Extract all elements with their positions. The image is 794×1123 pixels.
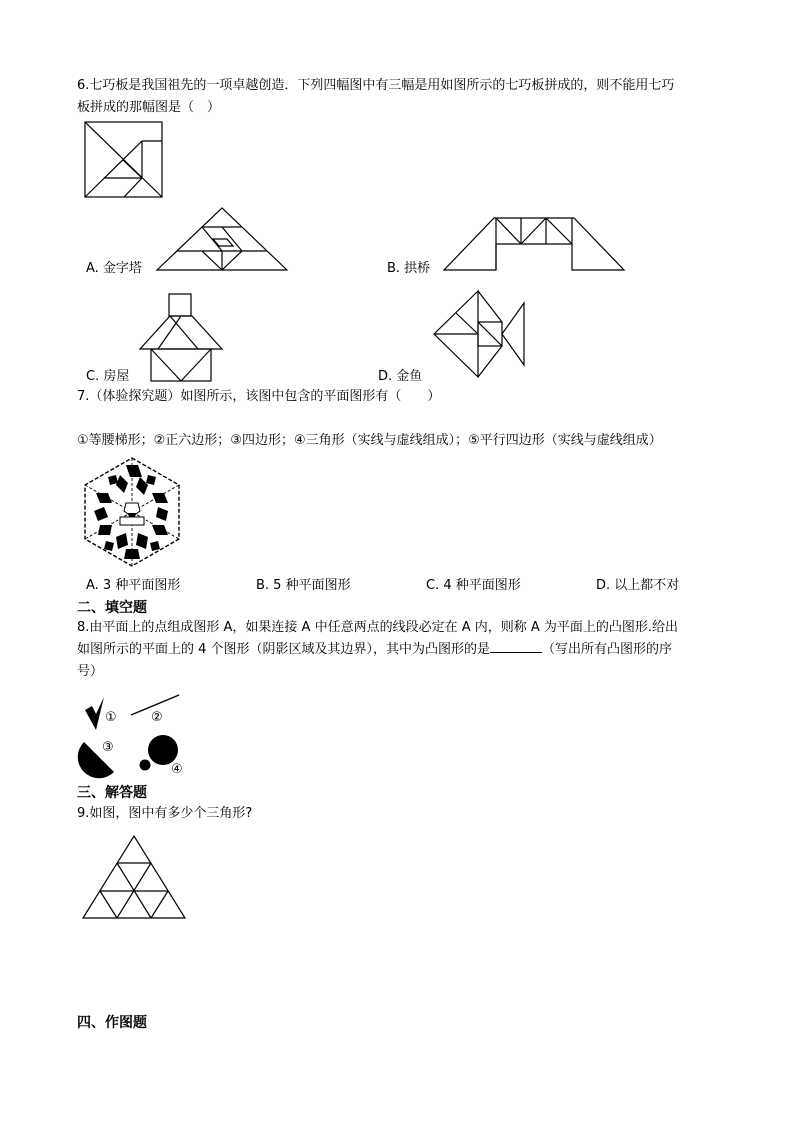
convex-figure-4-label: ④ — [171, 762, 183, 777]
q6-stem-line2: 板拼成的那幅图是（ ） — [77, 100, 221, 115]
section-drawing-title: 四、作图题 — [77, 1015, 147, 1031]
q8-stem-line2-part1: 如图所示的平面上的 4 个图形（阴影区域及其边界），其中为凸图形的是 — [77, 642, 491, 657]
q8-stem-line2 — [77, 639, 672, 661]
q6-stem-line1: 6.七巧板是我国祖先的一项卓越创造．下列四幅图中有三幅是用如图所示的七巧板拼成的，则不能用七巧 — [77, 78, 675, 93]
q6-option-a: A. 金字塔 — [86, 261, 142, 276]
q8-stem-line1: 8.由平面上的点组成图形 A，如果连接 A 中任意两点的线段必定在 A 内，则称 A 为平面上的凸图形.给出 — [77, 620, 679, 635]
section-solve-title: 三、解答题 — [77, 785, 147, 801]
q8-stem-line2-part2: （写出所有凸图形的序 — [542, 642, 673, 657]
q7-stem-line2: ①等腰梯形；②正六边形；③四边形；④三角形（实线与虚线组成）；⑤平行四边形（实线与虚线组成） — [77, 433, 662, 448]
q6-option-c: C. 房屋 — [86, 369, 130, 384]
convex-figure-1-label: ① — [105, 710, 117, 725]
section-fill-blank-title: 二、填空题 — [77, 600, 147, 616]
arch-bridge-figure — [442, 216, 626, 272]
triangle-grid-figure — [81, 834, 187, 920]
q9-stem: 9.如图，图中有多少个三角形? — [77, 806, 253, 821]
house-figure — [138, 293, 224, 383]
convex-figure-3-label: ③ — [102, 740, 114, 755]
q6-option-b: B. 拱桥 — [387, 261, 431, 276]
q7-option-a: A. 3 种平面图形 — [86, 578, 181, 593]
q7-option-c: C. 4 种平面图形 — [426, 578, 521, 593]
q8-stem-line3: 号） — [77, 664, 104, 679]
q7-option-b: B. 5 种平面图形 — [256, 578, 351, 593]
goldfish-figure — [432, 289, 526, 379]
q7-option-d: D. 以上都不对 — [596, 578, 680, 593]
convex-figure-1-shape — [84, 696, 106, 732]
q6-option-d: D. 金鱼 — [378, 369, 423, 384]
pyramid-figure — [155, 206, 289, 272]
tangram-square-figure — [84, 121, 164, 199]
convex-figure-2-label: ② — [151, 710, 163, 725]
q7-stem-line1: 7.（体验探究题）如图所示，该图中包含的平面图形有（ ） — [77, 389, 441, 404]
hexagon-pattern-figure — [82, 455, 182, 569]
q8-answer-blank[interactable] — [490, 640, 542, 653]
